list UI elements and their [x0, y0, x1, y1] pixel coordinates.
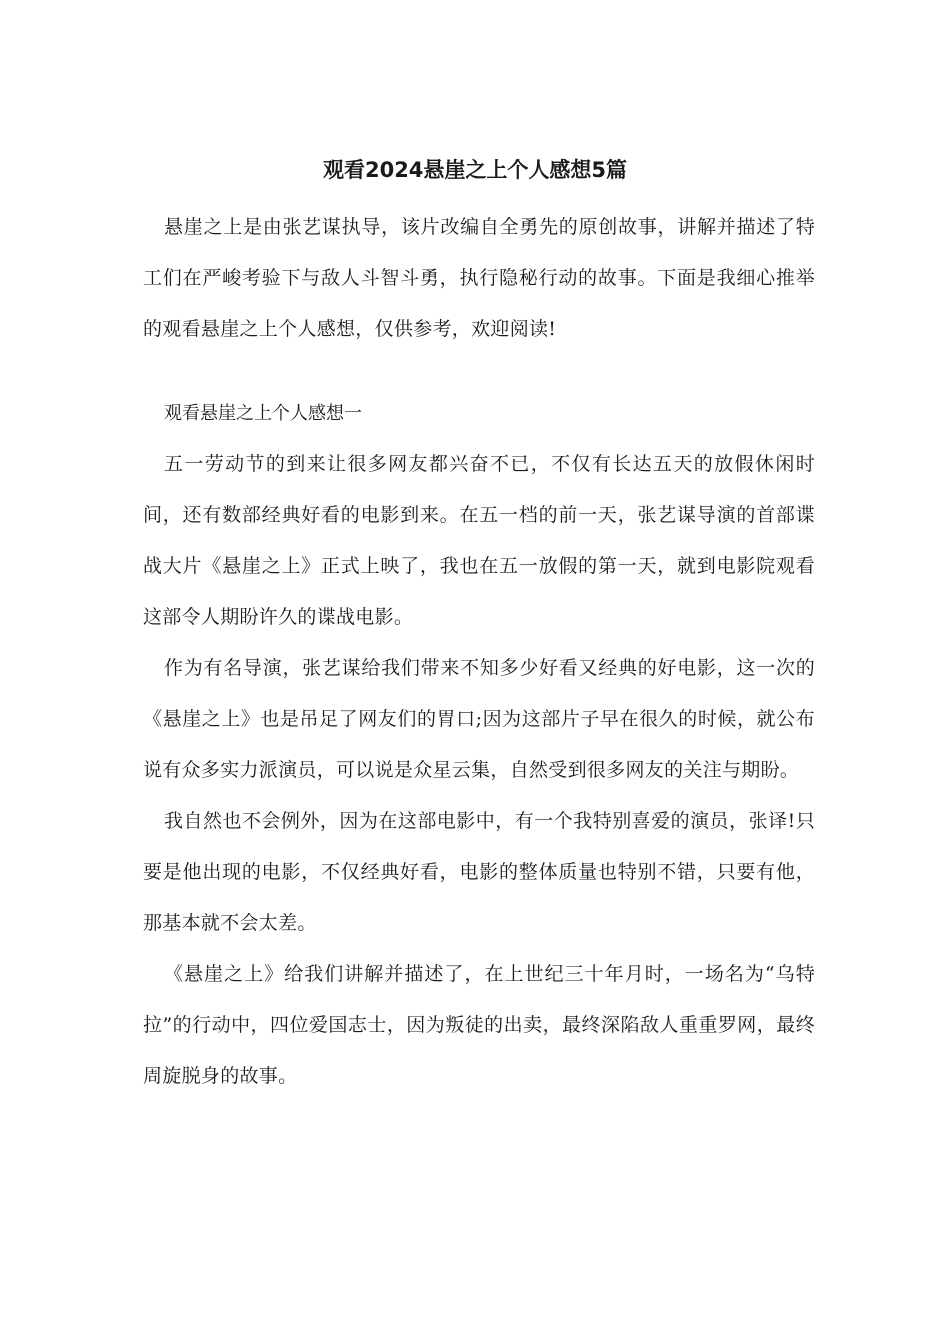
body-paragraph-4: 《悬崖之上》给我们讲解并描述了，在上世纪三十年月时，一场名为“乌特拉”的行动中，四位爱国志士，因为叛徒的出卖，最终深陷敌人重重罗网，最终周旋脱身的故事。 [143, 963, 815, 1087]
intro-paragraph: 悬崖之上是由张艺谋执导，该片改编自全勇先的原创故事，讲解并描述了特工们在严峻考验下与敌人斗智斗勇，执行隐秘行动的故事。下面是我细心推举的观看悬崖之上个人感想，仅供参考，欢迎阅读! [143, 216, 815, 340]
document-title: 观看2024悬崖之上个人感想5篇 [322, 158, 628, 182]
section-heading: 观看悬崖之上个人感想一 [164, 403, 362, 424]
body-paragraph-3: 我自然也不会例外，因为在这部电影中，有一个我特别喜爱的演员，张译!只要是他出现的电影，不仅经典好看，电影的整体质量也特别不错，只要有他，那基本就不会太差。 [143, 810, 815, 934]
document-body [143, 202, 815, 1102]
body-paragraph-2: 作为有名导演，张艺谋给我们带来不知多少好看又经典的好电影，这一次的《悬崖之上》也是吊足了网友们的胃口;因为这部片子早在很久的时候，就公布说有众多实力派演员，可以说是众星云集，自然受到很多网友的关注与期盼。 [143, 657, 815, 781]
body-paragraph-1: 五一劳动节的到来让很多网友都兴奋不已，不仅有长达五天的放假休闲时间，还有数部经典好看的电影到来。在五一档的前一天，张艺谋导演的首部谍战大片《悬崖之上》正式上映了，我也在五一放假的第一天，就到电影院观看这部令人期盼许久的谍战电影。 [143, 453, 815, 628]
